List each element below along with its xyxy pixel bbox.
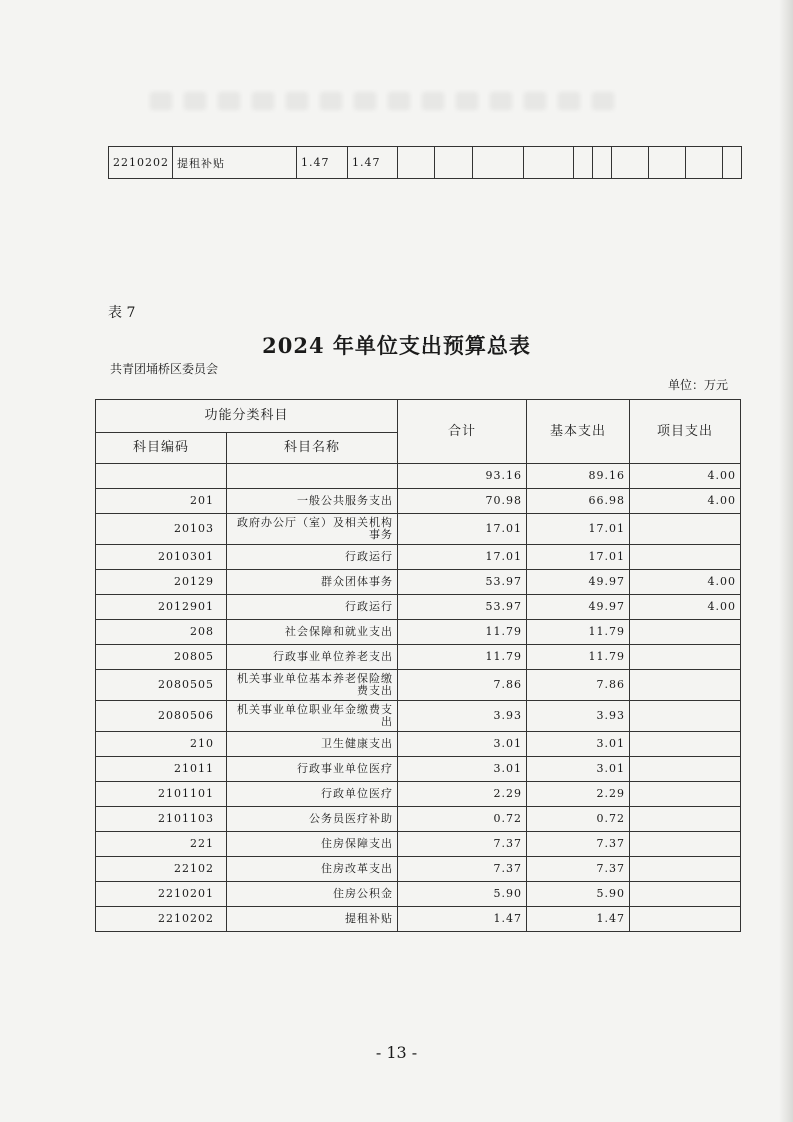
name-cell: 一般公共服务支出 xyxy=(227,489,398,514)
empty-cell xyxy=(524,147,574,179)
project-cell: 4.00 xyxy=(630,464,741,489)
total-cell: 5.90 xyxy=(398,882,527,907)
basic-cell: 7.37 xyxy=(527,857,630,882)
project-cell xyxy=(630,514,741,545)
basic-cell: 0.72 xyxy=(527,807,630,832)
organization-name: 共青团埇桥区委员会 xyxy=(110,362,219,376)
empty-cell xyxy=(686,147,723,179)
project-cell xyxy=(630,670,741,701)
name-cell: 机关事业单位职业年金缴费支出 xyxy=(227,701,398,732)
table-row xyxy=(96,757,741,782)
table-row xyxy=(96,832,741,857)
total-cell: 11.79 xyxy=(398,645,527,670)
project-cell: 4.00 xyxy=(630,595,741,620)
project-cell xyxy=(630,857,741,882)
project-cell: 4.00 xyxy=(630,570,741,595)
total-cell: 7.37 xyxy=(398,857,527,882)
table-row xyxy=(96,670,741,701)
code-cell: 2101101 xyxy=(96,782,227,807)
page-number: - 13 - xyxy=(375,1043,418,1062)
empty-cell xyxy=(435,147,473,179)
table-row xyxy=(96,807,741,832)
code-cell: 2010301 xyxy=(96,545,227,570)
project-cell: 4.00 xyxy=(630,489,741,514)
total-cell: 7.86 xyxy=(398,670,527,701)
previous-table-fragment xyxy=(108,146,742,179)
name-cell: 提租补贴 xyxy=(227,907,398,932)
basic-cell: 3.01 xyxy=(527,757,630,782)
table-row xyxy=(96,464,741,489)
table-row xyxy=(96,489,741,514)
code-cell: 20103 xyxy=(96,514,227,545)
basic-cell: 2.29 xyxy=(527,782,630,807)
name-cell: 公务员医疗补助 xyxy=(227,807,398,832)
name-cell: 政府办公厅（室）及相关机构事务 xyxy=(227,514,398,545)
total-cell: 7.37 xyxy=(398,832,527,857)
total-cell: 3.01 xyxy=(398,732,527,757)
name-cell: 社会保障和就业支出 xyxy=(227,620,398,645)
project-cell xyxy=(630,645,741,670)
bleed-through-text xyxy=(150,92,620,110)
basic-cell: 7.86 xyxy=(527,670,630,701)
total-cell: 53.97 xyxy=(398,570,527,595)
code-header: 科目编码 xyxy=(96,433,227,464)
code-cell: 201 xyxy=(96,489,227,514)
code-cell: 210 xyxy=(96,732,227,757)
name-cell: 行政运行 xyxy=(227,545,398,570)
name-cell: 卫生健康支出 xyxy=(227,732,398,757)
total-header: 合计 xyxy=(398,400,527,464)
name-header: 科目名称 xyxy=(227,433,398,464)
total-cell: 3.01 xyxy=(398,757,527,782)
table-row xyxy=(109,147,742,179)
name-cell: 行政事业单位医疗 xyxy=(227,757,398,782)
basic-cell: 89.16 xyxy=(527,464,630,489)
empty-cell xyxy=(473,147,524,179)
total-cell: 2.29 xyxy=(398,782,527,807)
table-row xyxy=(96,645,741,670)
table-row xyxy=(96,732,741,757)
code-cell: 2210202 xyxy=(96,907,227,932)
total-cell: 93.16 xyxy=(398,464,527,489)
code-cell: 21011 xyxy=(96,757,227,782)
code-cell xyxy=(96,464,227,489)
basic-cell: 1.47 xyxy=(348,147,398,179)
table-row xyxy=(96,701,741,732)
basic-cell: 3.93 xyxy=(527,701,630,732)
code-cell: 208 xyxy=(96,620,227,645)
total-cell: 17.01 xyxy=(398,545,527,570)
basic-cell: 17.01 xyxy=(527,545,630,570)
code-cell: 20805 xyxy=(96,645,227,670)
basic-cell: 17.01 xyxy=(527,514,630,545)
empty-cell xyxy=(593,147,612,179)
project-header: 项目支出 xyxy=(630,400,741,464)
total-cell: 1.47 xyxy=(398,907,527,932)
project-cell xyxy=(630,701,741,732)
basic-cell: 3.01 xyxy=(527,732,630,757)
project-cell xyxy=(630,545,741,570)
name-cell: 住房公积金 xyxy=(227,882,398,907)
basic-cell: 49.97 xyxy=(527,595,630,620)
total-cell: 3.93 xyxy=(398,701,527,732)
project-cell xyxy=(630,782,741,807)
code-cell: 2012901 xyxy=(96,595,227,620)
empty-cell xyxy=(723,147,742,179)
table-row xyxy=(96,545,741,570)
basic-cell: 7.37 xyxy=(527,832,630,857)
table-row xyxy=(96,782,741,807)
table-row xyxy=(96,595,741,620)
empty-cell xyxy=(398,147,435,179)
table-row xyxy=(96,514,741,545)
name-cell: 群众团体事务 xyxy=(227,570,398,595)
project-cell xyxy=(630,907,741,932)
total-cell: 1.47 xyxy=(297,147,348,179)
basic-cell: 5.90 xyxy=(527,882,630,907)
project-cell xyxy=(630,807,741,832)
table-row xyxy=(96,882,741,907)
total-cell: 17.01 xyxy=(398,514,527,545)
basic-cell: 11.79 xyxy=(527,620,630,645)
unit-label: 单位：万元 xyxy=(668,378,729,392)
table-label: 表 7 xyxy=(108,305,136,321)
basic-header: 基本支出 xyxy=(527,400,630,464)
name-cell: 住房保障支出 xyxy=(227,832,398,857)
code-cell: 2080506 xyxy=(96,701,227,732)
page-edge-shadow xyxy=(779,0,793,1122)
empty-cell xyxy=(612,147,649,179)
code-cell: 221 xyxy=(96,832,227,857)
total-cell: 53.97 xyxy=(398,595,527,620)
basic-cell: 66.98 xyxy=(527,489,630,514)
code-cell: 22102 xyxy=(96,857,227,882)
page-title: 2024 年单位支出预算总表 xyxy=(262,333,531,358)
project-cell xyxy=(630,620,741,645)
project-cell xyxy=(630,882,741,907)
code-cell: 2210202 xyxy=(109,147,173,179)
total-cell: 70.98 xyxy=(398,489,527,514)
name-cell: 提租补贴 xyxy=(173,147,297,179)
name-cell: 机关事业单位基本养老保险缴费支出 xyxy=(227,670,398,701)
project-cell xyxy=(630,832,741,857)
table-row xyxy=(96,907,741,932)
name-cell xyxy=(227,464,398,489)
code-cell: 2101103 xyxy=(96,807,227,832)
name-cell: 行政事业单位养老支出 xyxy=(227,645,398,670)
code-cell: 2080505 xyxy=(96,670,227,701)
budget-table xyxy=(95,399,741,932)
name-cell: 住房改革支出 xyxy=(227,857,398,882)
table-row xyxy=(96,570,741,595)
total-cell: 11.79 xyxy=(398,620,527,645)
name-cell: 行政单位医疗 xyxy=(227,782,398,807)
basic-cell: 49.97 xyxy=(527,570,630,595)
name-cell: 行政运行 xyxy=(227,595,398,620)
project-cell xyxy=(630,757,741,782)
table-row xyxy=(96,857,741,882)
basic-cell: 11.79 xyxy=(527,645,630,670)
project-cell xyxy=(630,732,741,757)
code-cell: 2210201 xyxy=(96,882,227,907)
code-cell: 20129 xyxy=(96,570,227,595)
empty-cell xyxy=(649,147,686,179)
basic-cell: 1.47 xyxy=(527,907,630,932)
empty-cell xyxy=(574,147,593,179)
category-header: 功能分类科目 xyxy=(96,400,398,433)
table-row xyxy=(96,620,741,645)
table-header-row xyxy=(96,400,741,433)
total-cell: 0.72 xyxy=(398,807,527,832)
